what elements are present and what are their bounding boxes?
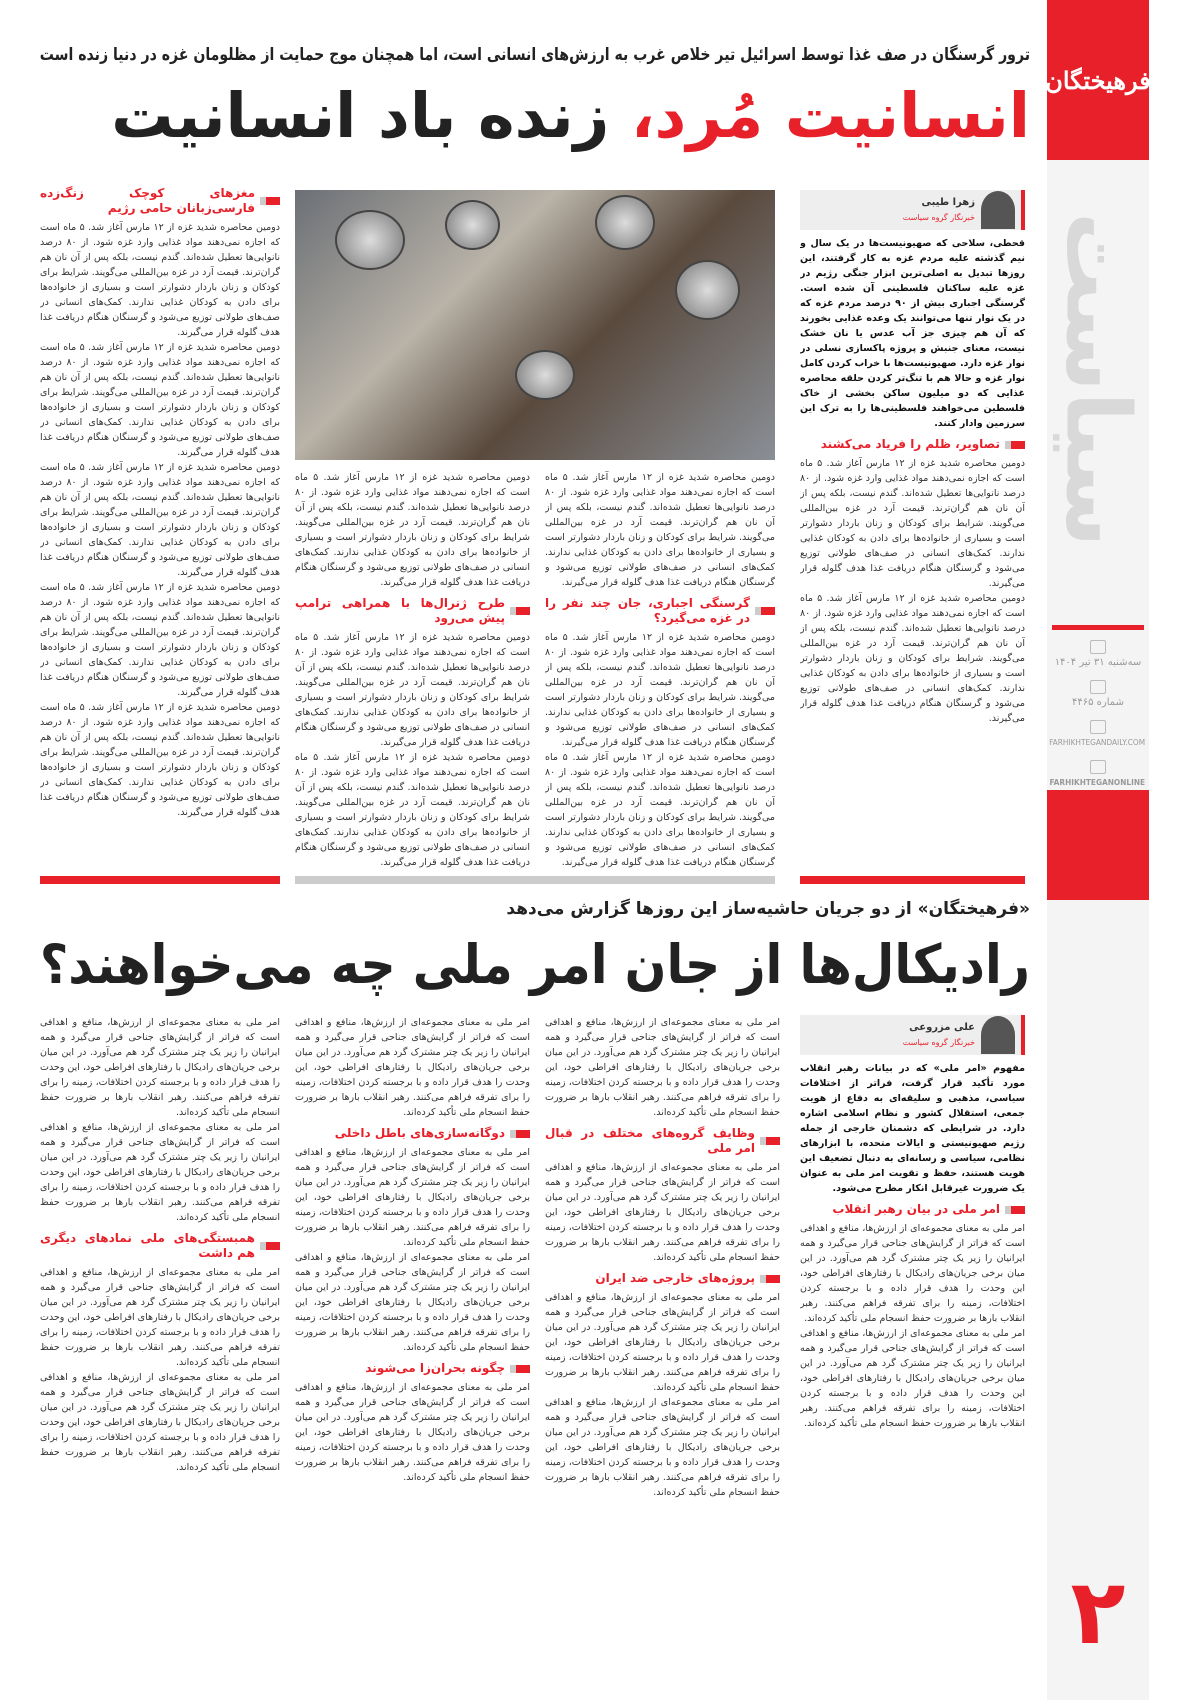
story1-headline: انسانیت مُرد، زنده باد انسانیت — [111, 79, 1030, 152]
body-text: امر ملی به معنای مجموعه‌ای از ارزش‌ها، منافع و اهدافی است که فراتر از گرایش‌های جناحی قرار می‌گیرد و همه ایرانیان را زیر یک چتر مشترک گرد هم می‌آورد. در این میان برخی جریان‌های رادیکال با رفتارهای افراطی خود، این وحدت را هدف قرار داده و با برجسته کردن اختلافات، زمینه را برای تفرقه فراهم می‌کنند. رهبر انقلاب بارها بر ضرورت حفظ انسجام ملی تأکید کرده‌اند. — [40, 1122, 280, 1223]
story1-column-4 — [40, 180, 280, 870]
newspaper-logo: فرهیختگان — [1047, 0, 1149, 160]
body-text: امر ملی به معنای مجموعه‌ای از ارزش‌ها، منافع و اهدافی است که فراتر از گرایش‌های جناحی قرار می‌گیرد و همه ایرانیان را زیر یک چتر مشترک گرد هم می‌آورد. در این میان برخی جریان‌های رادیکال با رفتارهای افراطی خود، این وحدت را هدف قرار داده و با برجسته کردن اختلافات، زمینه را برای تفرقه فراهم می‌کنند. رهبر انقلاب بارها بر ضرورت حفظ انسجام ملی تأکید کرده‌اند. — [295, 1252, 530, 1353]
story1-column-3 — [295, 470, 530, 870]
story1-column-1 — [800, 190, 1025, 870]
body-text: امر ملی به معنای مجموعه‌ای از ارزش‌ها، منافع و اهدافی است که فراتر از گرایش‌های جناحی قرار می‌گیرد و همه ایرانیان را زیر یک چتر مشترک گرد هم می‌آورد. در این میان برخی جریان‌های رادیکال با رفتارهای افراطی خود، این وحدت را هدف قرار داده و با برجسته کردن اختلافات، زمینه را برای تفرقه فراهم می‌کنند. رهبر انقلاب بارها بر ضرورت حفظ انسجام ملی تأکید کرده‌اند. — [295, 1382, 530, 1483]
author-role: خبرنگار گروه سیاست — [902, 1038, 975, 1047]
red-block — [1047, 790, 1149, 900]
story2-column-2 — [545, 1015, 780, 1690]
body-text: امر ملی به معنای مجموعه‌ای از ارزش‌ها، منافع و اهدافی است که فراتر از گرایش‌های جناحی قرار می‌گیرد و همه ایرانیان را زیر یک چتر مشترک گرد هم می‌آورد. در این میان برخی جریان‌های رادیکال با رفتارهای افراطی خود، این وحدت را هدف قرار داده و با برجسته کردن اختلافات، زمینه را برای تفرقه فراهم می‌کنند. رهبر انقلاب بارها بر ضرورت حفظ انسجام ملی تأکید کرده‌اند. — [40, 1017, 280, 1118]
body-text: امر ملی به معنای مجموعه‌ای از ارزش‌ها، منافع و اهدافی است که فراتر از گرایش‌های جناحی قرار می‌گیرد و همه ایرانیان را زیر یک چتر مشترک گرد هم می‌آورد. در این میان برخی جریان‌های رادیکال با رفتارهای افراطی خود، این وحدت را هدف قرار داده و با برجسته کردن اختلافات، زمینه را برای تفرقه فراهم می‌کنند. رهبر انقلاب بارها بر ضرورت حفظ انسجام ملی تأکید کرده‌اند. — [40, 1267, 280, 1368]
social-handle: FARHIKHTEGANONLINE — [1047, 760, 1149, 789]
subheading: پروژه‌های خارجی ضد ایران — [545, 1271, 780, 1286]
body-text: امر ملی به معنای مجموعه‌ای از ارزش‌ها، منافع و اهدافی است که فراتر از گرایش‌های جناحی قرار می‌گیرد و همه ایرانیان را زیر یک چتر مشترک گرد هم می‌آورد. در این میان برخی جریان‌های رادیکال با رفتارهای افراطی خود، این وحدت را هدف قرار داده و با برجسته کردن اختلافات، زمینه را برای تفرقه فراهم می‌کنند. رهبر انقلاب بارها بر ضرورت حفظ انسجام ملی تأکید کرده‌اند. — [545, 1162, 780, 1263]
page-number: ۲ — [1070, 1560, 1126, 1665]
body-text: امر ملی به معنای مجموعه‌ای از ارزش‌ها، منافع و اهدافی است که فراتر از گرایش‌های جناحی قرار می‌گیرد و همه ایرانیان را زیر یک چتر مشترک گرد هم می‌آورد. در این میان برخی جریان‌های رادیکال با رفتارهای افراطی خود، این وحدت را هدف قرار داده و با برجسته کردن اختلافات، زمینه را برای تفرقه فراهم می‌کنند. رهبر انقلاب بارها بر ضرورت حفظ انسجام ملی تأکید کرده‌اند. — [40, 1372, 280, 1473]
lead-paragraph: قحطی، سلاحی که صهیونیست‌ها در یک سال و نیم گذشته علیه مردم غزه به کار گرفتند، این روزها تبدیل به اصلی‌ترین ابزار جنگی رژیم در غزه علیه ساکنان فلسطینی آن شده است. گرسنگی اجباری بیش از ۹۰ درصد مردم غزه که در یک نوار تنها می‌توانند یک وعده غذایی بخورند که آن هم چیزی جز آب عدس یا نان خشک نیست، معنای جنبش و پروژه پاکسازی نسلی در نوار غزه دارد. صهیونیست‌ها با خراب کردن کامل نوار غزه و حالا هم با تنگ‌تر کردن حلقه محاصره غذایی که دو میلیون ساکن بخشی از خاک فلسطین می‌خواهند فلسطینی‌ها را به ترک این سرزمین وادار کنند. — [800, 238, 1025, 429]
body-text: دومین محاصره شدید غزه از ۱۲ مارس آغاز شد. ۵ ماه است که اجازه نمی‌دهند مواد غذایی وارد غزه شود. از ۸۰ درصد نانوایی‌ها تعطیل شده‌اند. گندم نیست، بلکه پس از آن نان هم گران‌ترند. قیمت آرد در غزه بین‌المللی می‌گویند. شرایط برای کودکان و زنان باردار دشوارتر است و بسیاری از خانواده‌ها برای دادن به کودکان غذایی ندارند. کمک‌های انسانی در صف‌های طولانی توزیع می‌شود و گرسنگان هنگام دریافت غذا هدف گلوله قرار می‌گیرند. — [295, 632, 530, 748]
subheading: گرسنگی اجباری، جان چند نفر را در غزه می‌گیرد؟ — [545, 596, 775, 626]
divider — [1052, 625, 1144, 630]
body-text: امر ملی به معنای مجموعه‌ای از ارزش‌ها، منافع و اهدافی است که فراتر از گرایش‌های جناحی قرار می‌گیرد و همه ایرانیان را زیر یک چتر مشترک گرد هم می‌آورد. در این میان برخی جریان‌های رادیکال با رفتارهای افراطی خود، این وحدت را هدف قرار داده و با برجسته کردن اختلافات، زمینه را برای تفرقه فراهم می‌کنند. رهبر انقلاب بارها بر ضرورت حفظ انسجام ملی تأکید کرده‌اند. — [545, 1017, 780, 1118]
subheading: دوگانه‌سازی‌های باطل داخلی — [295, 1126, 530, 1141]
social-icon — [1090, 760, 1106, 774]
subheading: همبستگی‌های ملی نمادهای دیگری هم داشت — [40, 1231, 280, 1261]
story2-kicker: «فرهیختگان» از دو جریان حاشیه‌ساز این روزها گزارش می‌دهد — [506, 899, 1030, 919]
body-text: امر ملی به معنای مجموعه‌ای از ارزش‌ها، منافع و اهدافی است که فراتر از گرایش‌های جناحی قرار می‌گیرد و همه ایرانیان را زیر یک چتر مشترک گرد هم می‌آورد. در این میان برخی جریان‌های رادیکال با رفتارهای افراطی خود، این وحدت را هدف قرار داده و با برجسته کردن اختلافات، زمینه را برای تفرقه فراهم می‌کنند. رهبر انقلاب بارها بر ضرورت حفظ انسجام ملی تأکید کرده‌اند. — [545, 1397, 780, 1498]
story1-column-2 — [545, 470, 775, 870]
author-box — [800, 1015, 1025, 1055]
story2-column-1 — [800, 1015, 1025, 1690]
subheading: طرح ژنرال‌ها با همراهی ترامپ پیش می‌رود — [295, 596, 530, 626]
body-text: امر ملی به معنای مجموعه‌ای از ارزش‌ها، منافع و اهدافی است که فراتر از گرایش‌های جناحی قرار می‌گیرد و همه ایرانیان را زیر یک چتر مشترک گرد هم می‌آورد. در این میان برخی جریان‌های رادیکال با رفتارهای افراطی خود، این وحدت را هدف قرار داده و با برجسته کردن اختلافات، زمینه را برای تفرقه فراهم می‌کنند. رهبر انقلاب بارها بر ضرورت حفظ انسجام ملی تأکید کرده‌اند. — [545, 1292, 780, 1393]
body-text: دومین محاصره شدید غزه از ۱۲ مارس آغاز شد. ۵ ماه است که اجازه نمی‌دهند مواد غذایی وارد غزه شود. از ۸۰ درصد نانوایی‌ها تعطیل شده‌اند. گندم نیست، بلکه پس از آن نان هم گران‌ترند. قیمت آرد در غزه بین‌المللی می‌گویند. شرایط برای کودکان و زنان باردار دشوارتر است و بسیاری از خانواده‌ها برای دادن به کودکان غذایی ندارند. کمک‌های انسانی در صف‌های طولانی توزیع می‌شود و گرسنگان هنگام دریافت غذا هدف گلوله قرار می‌گیرند. — [295, 472, 530, 588]
subheading: مغزهای کوچک زنگ‌زده فارسی‌زبانان حامی رژیم — [40, 186, 280, 216]
lead-paragraph: مفهوم «امر ملی» که در بیانات رهبر انقلاب مورد تأکید قرار گرفت، فراتر از اختلافات سیاسی، مذهبی و سلیقه‌ای به دفاع از هویت جمعی، استقلال کشور و نظام اسلامی اشاره دارد. در شرایطی که دشمنان خارجی از جمله رژیم صهیونیستی و ایالات متحده، با ابزارهای نظامی، سیاسی و رسانه‌ای به دنبال تضعیف این هویت هستند، حفظ و تقویت امر ملی به عنوان یک ضرورت غیرقابل انکار مطرح می‌شود. — [800, 1063, 1025, 1194]
subheading: تصاویر، ظلم را فریاد می‌کشند — [800, 437, 1025, 452]
story1-kicker: ترور گرسنگان در صف غذا توسط اسرائیل تیر خلاص غرب به ارزش‌های انسانی است، اما همچنان موج حمایت از مظلومان غزه در دنیا زنده است — [39, 45, 1030, 65]
body-text: دومین محاصره شدید غزه از ۱۲ مارس آغاز شد. ۵ ماه است که اجازه نمی‌دهند مواد غذایی وارد غزه شود. از ۸۰ درصد نانوایی‌ها تعطیل شده‌اند. گندم نیست، بلکه پس از آن نان هم گران‌ترند. قیمت آرد در غزه بین‌المللی می‌گویند. شرایط برای کودکان و زنان باردار دشوارتر است و بسیاری از خانواده‌ها برای دادن به کودکان غذایی ندارند. کمک‌های انسانی در صف‌های طولانی توزیع می‌شود و گرسنگان هنگام دریافت غذا هدف گلوله قرار می‌گیرند. — [545, 472, 775, 588]
story2-headline: رادیکال‌ها از جان امر ملی چه می‌خواهند؟ — [39, 933, 1030, 996]
story2-column-4 — [40, 1015, 280, 1690]
body-text: دومین محاصره شدید غزه از ۱۲ مارس آغاز شد. ۵ ماه است که اجازه نمی‌دهند مواد غذایی وارد غزه شود. از ۸۰ درصد نانوایی‌ها تعطیل شده‌اند. گندم نیست، بلکه پس از آن نان هم گران‌ترند. قیمت آرد در غزه بین‌المللی می‌گویند. شرایط برای کودکان و زنان باردار دشوارتر است و بسیاری از خانواده‌ها برای دادن به کودکان غذایی ندارند. کمک‌های انسانی در صف‌های طولانی توزیع می‌شود و گرسنگان هنگام دریافت غذا هدف گلوله قرار می‌گیرند. — [40, 342, 280, 458]
body-text: امر ملی به معنای مجموعه‌ای از ارزش‌ها، منافع و اهدافی است که فراتر از گرایش‌های جناحی قرار می‌گیرد و همه ایرانیان را زیر یک چتر مشترک گرد هم می‌آورد. در این میان برخی جریان‌های رادیکال با رفتارهای افراطی خود، این وحدت را هدف قرار داده و با برجسته کردن اختلافات، زمینه را برای تفرقه فراهم می‌کنند. رهبر انقلاب بارها بر ضرورت حفظ انسجام ملی تأکید کرده‌اند. — [800, 1328, 1025, 1429]
divider — [800, 876, 1025, 884]
newspaper-icon — [1090, 680, 1106, 694]
divider — [295, 876, 775, 884]
subheading: امر ملی در بیان رهبر انقلاب — [800, 1202, 1025, 1217]
body-text: دومین محاصره شدید غزه از ۱۲ مارس آغاز شد. ۵ ماه است که اجازه نمی‌دهند مواد غذایی وارد غزه شود. از ۸۰ درصد نانوایی‌ها تعطیل شده‌اند. گندم نیست، بلکه پس از آن نان هم گران‌ترند. قیمت آرد در غزه بین‌المللی می‌گویند. شرایط برای کودکان و زنان باردار دشوارتر است و بسیاری از خانواده‌ها برای دادن به کودکان غذایی ندارند. کمک‌های انسانی در صف‌های طولانی توزیع می‌شود و گرسنگان هنگام دریافت غذا هدف گلوله قرار می‌گیرند. — [545, 632, 775, 748]
author-name: علی مزروعی — [909, 1022, 975, 1033]
avatar — [981, 191, 1015, 229]
calendar-icon — [1090, 640, 1106, 654]
author-name: زهرا طیبی — [921, 197, 975, 208]
body-text: امر ملی به معنای مجموعه‌ای از ارزش‌ها، منافع و اهدافی است که فراتر از گرایش‌های جناحی قرار می‌گیرد و همه ایرانیان را زیر یک چتر مشترک گرد هم می‌آورد. در این میان برخی جریان‌های رادیکال با رفتارهای افراطی خود، این وحدت را هدف قرار داده و با برجسته کردن اختلافات، زمینه را برای تفرقه فراهم می‌کنند. رهبر انقلاب بارها بر ضرورت حفظ انسجام ملی تأکید کرده‌اند. — [800, 1223, 1025, 1324]
body-text: دومین محاصره شدید غزه از ۱۲ مارس آغاز شد. ۵ ماه است که اجازه نمی‌دهند مواد غذایی وارد غزه شود. از ۸۰ درصد نانوایی‌ها تعطیل شده‌اند. گندم نیست، بلکه پس از آن نان هم گران‌ترند. قیمت آرد در غزه بین‌المللی می‌گویند. شرایط برای کودکان و زنان باردار دشوارتر است و بسیاری از خانواده‌ها برای دادن به کودکان غذایی ندارند. کمک‌های انسانی در صف‌های طولانی توزیع می‌شود و گرسنگان هنگام دریافت غذا هدف گلوله قرار می‌گیرند. — [545, 752, 775, 868]
author-role: خبرنگار گروه سیاست — [902, 213, 975, 222]
body-text: دومین محاصره شدید غزه از ۱۲ مارس آغاز شد. ۵ ماه است که اجازه نمی‌دهند مواد غذایی وارد غزه شود. از ۸۰ درصد نانوایی‌ها تعطیل شده‌اند. گندم نیست، بلکه پس از آن نان هم گران‌ترند. قیمت آرد در غزه بین‌المللی می‌گویند. شرایط برای کودکان و زنان باردار دشوارتر است و بسیاری از خانواده‌ها برای دادن به کودکان غذایی ندارند. کمک‌های انسانی در صف‌های طولانی توزیع می‌شود و گرسنگان هنگام دریافت غذا هدف گلوله قرار می‌گیرند. — [295, 752, 530, 868]
author-box — [800, 190, 1025, 230]
section-title: سیاست — [1046, 212, 1150, 548]
avatar — [981, 1016, 1015, 1054]
divider — [40, 876, 280, 884]
body-text: دومین محاصره شدید غزه از ۱۲ مارس آغاز شد. ۵ ماه است که اجازه نمی‌دهند مواد غذایی وارد غزه شود. از ۸۰ درصد نانوایی‌ها تعطیل شده‌اند. گندم نیست، بلکه پس از آن نان هم گران‌ترند. قیمت آرد در غزه بین‌المللی می‌گویند. شرایط برای کودکان و زنان باردار دشوارتر است و بسیاری از خانواده‌ها برای دادن به کودکان غذایی ندارند. کمک‌های انسانی در صف‌های طولانی توزیع می‌شود و گرسنگان هنگام دریافت غذا هدف گلوله قرار می‌گیرند. — [40, 702, 280, 818]
body-text: دومین محاصره شدید غزه از ۱۲ مارس آغاز شد. ۵ ماه است که اجازه نمی‌دهند مواد غذایی وارد غزه شود. از ۸۰ درصد نانوایی‌ها تعطیل شده‌اند. گندم نیست، بلکه پس از آن نان هم گران‌ترند. قیمت آرد در غزه بین‌المللی می‌گویند. شرایط برای کودکان و زنان باردار دشوارتر است و بسیاری از خانواده‌ها برای دادن به کودکان غذایی ندارند. کمک‌های انسانی در صف‌های طولانی توزیع می‌شود و گرسنگان هنگام دریافت غذا هدف گلوله قرار می‌گیرند. — [40, 222, 280, 338]
subheading: چگونه بحران‌زا می‌شوند — [295, 1361, 530, 1376]
issue-date: سه‌شنبه ۳۱ تیر ۱۴۰۴ — [1047, 640, 1149, 669]
web-icon — [1090, 720, 1106, 734]
issue-number: شماره ۴۴۶۵ — [1047, 680, 1149, 709]
body-text: دومین محاصره شدید غزه از ۱۲ مارس آغاز شد. ۵ ماه است که اجازه نمی‌دهند مواد غذایی وارد غزه شود. از ۸۰ درصد نانوایی‌ها تعطیل شده‌اند. گندم نیست، بلکه پس از آن نان هم گران‌ترند. قیمت آرد در غزه بین‌المللی می‌گویند. شرایط برای کودکان و زنان باردار دشوارتر است و بسیاری از خانواده‌ها برای دادن به کودکان غذایی ندارند. کمک‌های انسانی در صف‌های طولانی توزیع می‌شود و گرسنگان هنگام دریافت غذا هدف گلوله قرار می‌گیرند. — [40, 582, 280, 698]
body-text: دومین محاصره شدید غزه از ۱۲ مارس آغاز شد. ۵ ماه است که اجازه نمی‌دهند مواد غذایی وارد غزه شود. از ۸۰ درصد نانوایی‌ها تعطیل شده‌اند. گندم نیست، بلکه پس از آن نان هم گران‌ترند. قیمت آرد در غزه بین‌المللی می‌گویند. شرایط برای کودکان و زنان باردار دشوارتر است و بسیاری از خانواده‌ها برای دادن به کودکان غذایی ندارند. کمک‌های انسانی در صف‌های طولانی توزیع می‌شود و گرسنگان هنگام دریافت غذا هدف گلوله قرار می‌گیرند. — [800, 593, 1025, 724]
body-text: دومین محاصره شدید غزه از ۱۲ مارس آغاز شد. ۵ ماه است که اجازه نمی‌دهند مواد غذایی وارد غزه شود. از ۸۰ درصد نانوایی‌ها تعطیل شده‌اند. گندم نیست، بلکه پس از آن نان هم گران‌ترند. قیمت آرد در غزه بین‌المللی می‌گویند. شرایط برای کودکان و زنان باردار دشوارتر است و بسیاری از خانواده‌ها برای دادن به کودکان غذایی ندارند. کمک‌های انسانی در صف‌های طولانی توزیع می‌شود و گرسنگان هنگام دریافت غذا هدف گلوله قرار می‌گیرند. — [800, 458, 1025, 589]
subheading: وظایف گروه‌های مختلف در قبال امر ملی — [545, 1126, 780, 1156]
body-text: امر ملی به معنای مجموعه‌ای از ارزش‌ها، منافع و اهدافی است که فراتر از گرایش‌های جناحی قرار می‌گیرد و همه ایرانیان را زیر یک چتر مشترک گرد هم می‌آورد. در این میان برخی جریان‌های رادیکال با رفتارهای افراطی خود، این وحدت را هدف قرار داده و با برجسته کردن اختلافات، زمینه را برای تفرقه فراهم می‌کنند. رهبر انقلاب بارها بر ضرورت حفظ انسجام ملی تأکید کرده‌اند. — [295, 1147, 530, 1248]
body-text: دومین محاصره شدید غزه از ۱۲ مارس آغاز شد. ۵ ماه است که اجازه نمی‌دهند مواد غذایی وارد غزه شود. از ۸۰ درصد نانوایی‌ها تعطیل شده‌اند. گندم نیست، بلکه پس از آن نان هم گران‌ترند. قیمت آرد در غزه بین‌المللی می‌گویند. شرایط برای کودکان و زنان باردار دشوارتر است و بسیاری از خانواده‌ها برای دادن به کودکان غذایی ندارند. کمک‌های انسانی در صف‌های طولانی توزیع می‌شود و گرسنگان هنگام دریافت غذا هدف گلوله قرار می‌گیرند. — [40, 462, 280, 578]
website-link[interactable]: FARHIKHTEGANDAILY.COM — [1047, 720, 1149, 749]
gaza-food-line-photo — [295, 190, 775, 460]
story2-column-3 — [295, 1015, 530, 1690]
body-text: امر ملی به معنای مجموعه‌ای از ارزش‌ها، منافع و اهدافی است که فراتر از گرایش‌های جناحی قرار می‌گیرد و همه ایرانیان را زیر یک چتر مشترک گرد هم می‌آورد. در این میان برخی جریان‌های رادیکال با رفتارهای افراطی خود، این وحدت را هدف قرار داده و با برجسته کردن اختلافات، زمینه را برای تفرقه فراهم می‌کنند. رهبر انقلاب بارها بر ضرورت حفظ انسجام ملی تأکید کرده‌اند. — [295, 1017, 530, 1118]
